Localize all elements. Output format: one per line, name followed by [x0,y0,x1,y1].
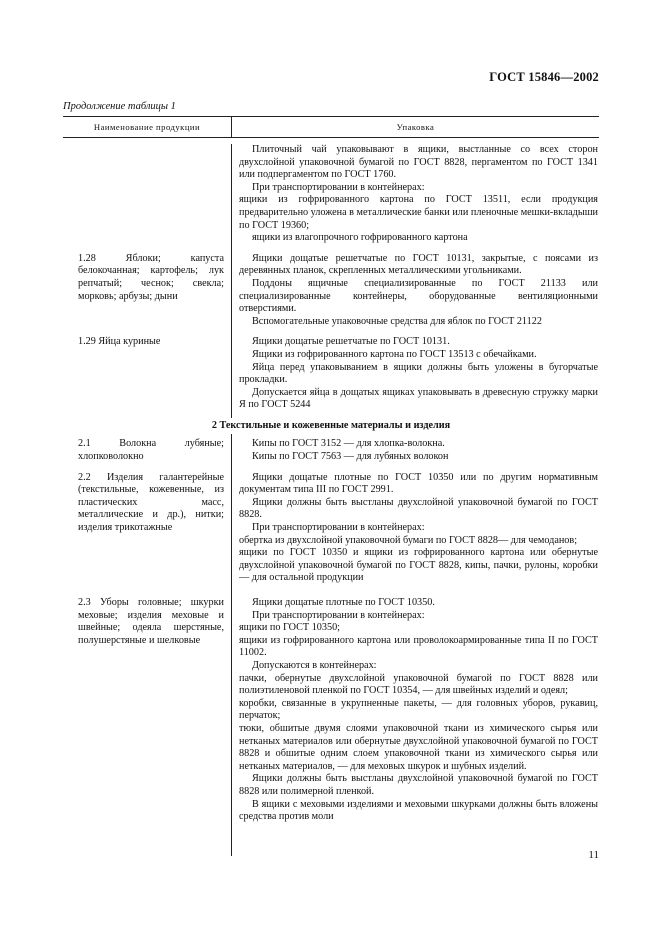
packaging-text: Ящики дощатые плотные по ГОСТ 10350. [252,597,435,608]
packaging-text: Поддоны ящичные специализированные по ГОСТ 21133 или специализированные контейнеры, оборудованные вентиляционными отверстиями. [239,277,598,315]
packaging-text: Ящики должны быть выстланы двухслойной упаковочной бумагой по ГОСТ 8828 или полимерной пленкой. [239,773,598,797]
product-name-cell [63,438,231,463]
packaging-text: Вспомогательные упаковочные средства для яблок по ГОСТ 21122 [252,315,542,327]
packaging-text: При транспортировании в контейнерах: [252,522,425,534]
packaging-text: ящики из влагопрочного гофрированного картона [252,232,468,244]
packaging-text: Плиточный чай упаковывают в ящики, выстланные со всех сторон двухслойной упаковочной бумагой по ГОСТ 8828, пергаментом по ГОСТ 1341 или подпергаментом по ГОСТ 1760. [239,144,598,181]
packaging-text: Кипы по ГОСТ 3152 — для хлопка-волокна. [252,438,445,450]
product-name: 1.29 Яйца куриные [78,336,161,348]
column-header-product: Наименование продукции [63,117,232,137]
packaging-cell [231,597,598,824]
packaging-text: Яйца перед упаковыванием в ящики должны быть уложены в бугорчатые прокладки. [239,361,598,386]
packaging-cell [231,144,598,245]
packaging-text: Ящики дощатые плотные по ГОСТ 10350 или по другим нормативным документам типа III по ГОСТ 2991. [239,471,598,496]
packaging-text: При транспортировании в контейнерах: [252,181,425,193]
product-name-cell [63,144,231,245]
packaging-text: тюки, обшитые двумя слоями упаковочной ткани из химического сырья или нетканых материалов или обернутые двухслойной упаковочной бумагой по ГОСТ 8828 и обшитые одним слоем упаковочной ткани из химического сырья или нетканых материалов, — для меховых шкурок и шубных изделий. [239,722,598,772]
table-continuation-label: Продолжение таблицы 1 [63,101,176,112]
packaging-text: В ящики с меховыми изделиями и меховыми шкурками должны быть вложены средства против моли [239,798,598,823]
table-header [63,116,599,138]
table-row-2-3 [63,597,599,824]
table-row-1-28 [63,253,599,329]
packaging-text: ящики по ГОСТ 10350 и ящики из гофрированного картона или обернутые двухслойной упаковочной бумагой по ГОСТ 8828, кипы, пачки, рулоны, коробки — для остальной продукции [239,547,598,584]
packaging-text: коробки, связанные в укрупненные пакеты, — для головных уборов, рукавиц, перчаток; [239,697,598,722]
product-name-cell [63,472,231,585]
packaging-cell [231,472,598,585]
packaging-text: Допускается яйца в дощатых ящиках упаковывать в древесную стружку марки Я по ГОСТ 5244 [239,386,598,411]
section-heading: 2 Текстильные и кожевенные материалы и изделия [63,418,599,435]
page-number: 11 [588,849,599,861]
packaging-text: Ящики дощатые решетчатые по ГОСТ 10131. [252,336,450,348]
table-row-2-2 [63,472,599,585]
table-body [63,144,599,824]
table-row-2-1 [63,438,599,463]
packaging-cell [231,253,598,329]
product-name: 2.1 Волокна лубяные; хлопковолокно [78,438,224,463]
packaging-table [63,116,599,824]
table-row-1-29 [63,336,599,412]
column-header-packaging: Упаковка [396,121,435,132]
packaging-text: Кипы по ГОСТ 7563 — для лубяных волокон [252,451,449,463]
product-name: 2.3 Уборы головные; шкурки меховые; изделия меховые и швейные; одеяла шерстяные, полушерстяные и шелковые [78,597,224,646]
packaging-text: обертка из двухслойной упаковочной бумаги по ГОСТ 8828— для чемоданов; [239,534,578,546]
packaging-cell [231,438,598,463]
document-code: ГОСТ 15846—2002 [489,70,599,84]
packaging-text: пачки, обернутые двухслойной упаковочной бумагой по ГОСТ 8828 или полиэтиленовой пленкой по ГОСТ 10354, — для швейных изделий и одеял; [239,672,598,697]
product-name-cell [63,253,231,329]
packaging-cell [231,336,598,412]
packaging-text: При транспортировании в контейнерах: [252,609,425,621]
product-name-cell [63,597,231,824]
table-row-tea [63,144,599,245]
packaging-text: Ящики дощатые решетчатые по ГОСТ 10131, закрытые, с поясами из деревянных планок, скрепленных металлическими угольниками. [239,252,598,277]
product-name: 2.2 Изделия галантерейные (текстильные, кожевенные, из пластических масс, металлические и др.), нитки; изделия трикотажные [78,471,224,534]
packaging-text: Ящики должны быть выстланы двухслойной упаковочной бумагой по ГОСТ 8828. [239,496,598,521]
packaging-text: ящики по ГОСТ 10350; [239,622,341,634]
packaging-text: ящики из гофрированного картона или проволокоармированные типа II по ГОСТ 11002. [239,634,598,659]
packaging-text: Допускаются в контейнерах: [252,659,377,671]
product-name: 1.28 Яблоки; капуста белокочанная; картофель; лук репчатый; чеснок; свекла; морковь; арбузы; дыни [78,252,224,302]
product-name-cell [63,336,231,412]
packaging-text: Ящики из гофрированного картона по ГОСТ 13513 с обечайками. [252,348,537,360]
packaging-text: ящики из гофрированного картона по ГОСТ 13511, если продукция предварительно уложена в металлические банки или пленочные мешки-вкладыши по ГОСТ 19360; [239,194,598,231]
